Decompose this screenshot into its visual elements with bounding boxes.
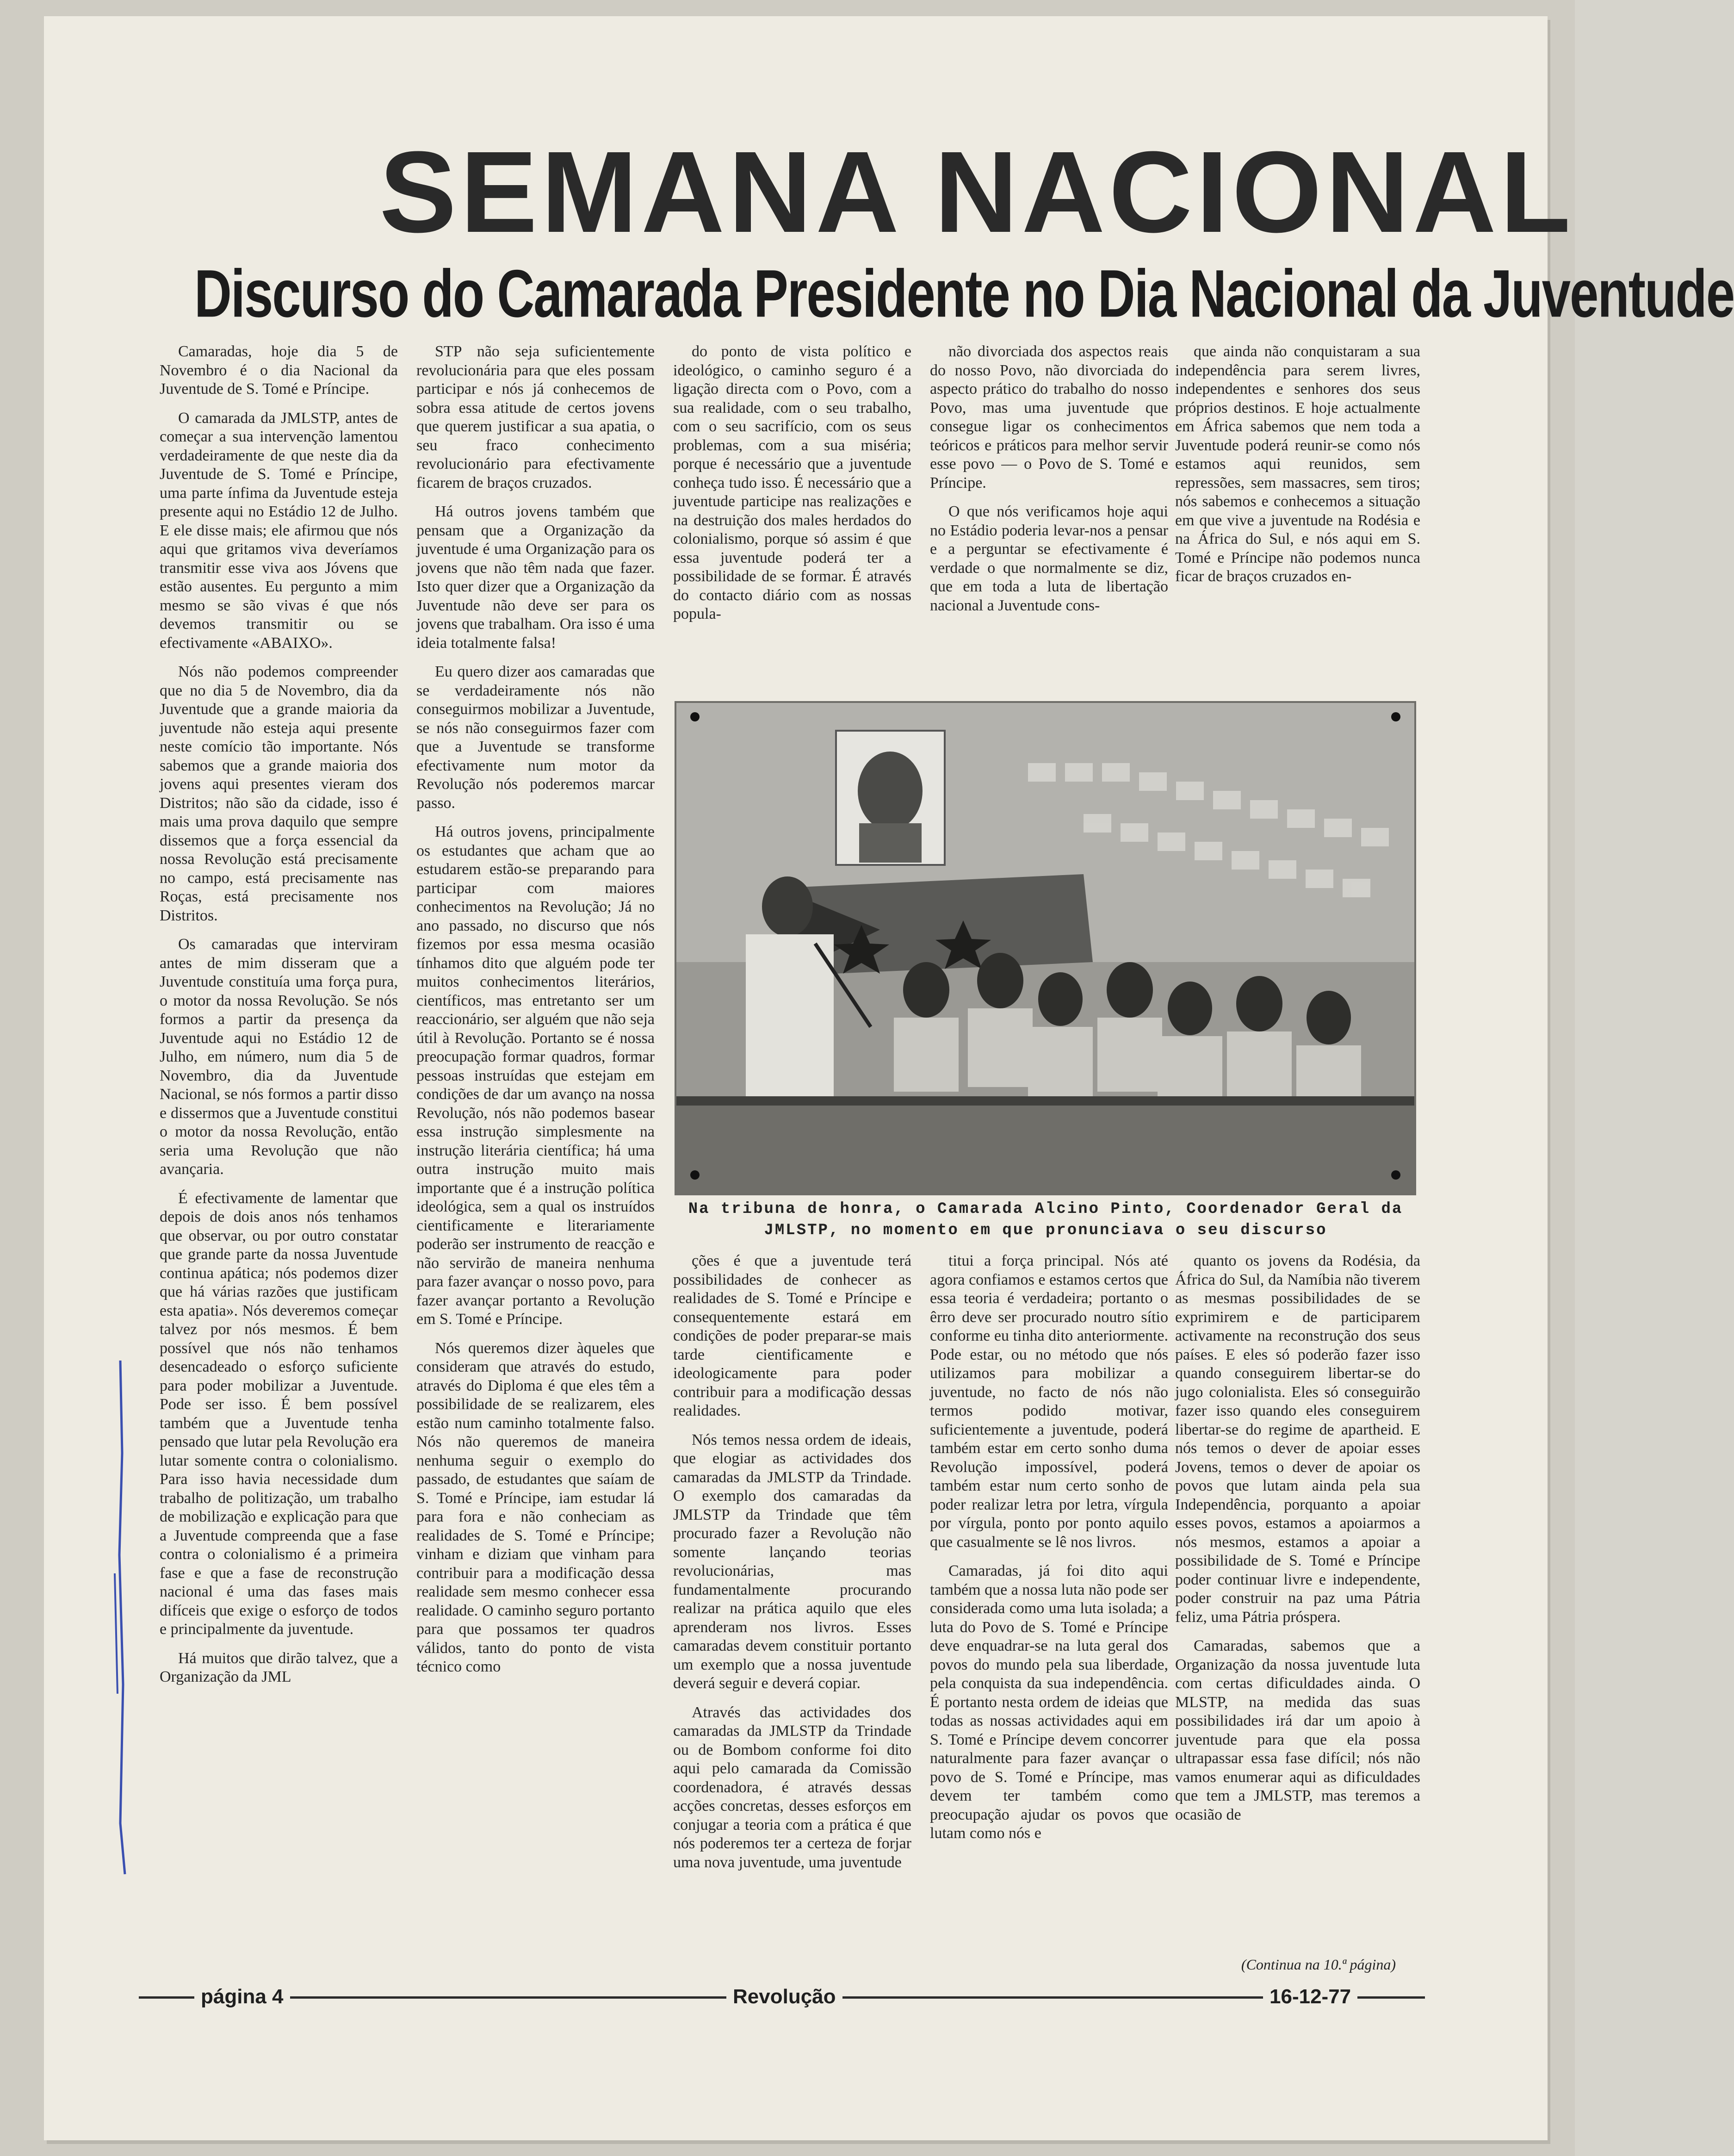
column-4-top [930,342,1168,685]
article-paragraph: Nós queremos dizer àqueles que consideram que através do estudo, através do Diploma é que eles têm a possibilidade de se realizarem, eles estão num caminho totalmente falso. Nós não queremos de maneira nenhuma seguir o exemplo do passado, de estudantes que saíam de S. Tomé e Príncipe, iam estudar lá para fora e não conheciam as realidades de S. Tomé e Príncipe; vinham e diziam que vinham para contribuir para a modificação dessa realidade sem mesmo conhecer essa realidade. O caminho seguro portanto para que possamos ter quadros válidos, tanto do ponto de vista técnico como [416,1339,655,1675]
headline: SEMANA NACIONAL [379,127,1574,256]
article-paragraph: ções é que a juventude terá possibilidades de conhecer as realidades de S. Tomé e Príncipe e consequentemente estará em condições de poder preparar-se mais tarde cientificamente e ideologicamente para poder contribuir para a modificação dessas realidades. [673,1252,911,1419]
column-5-top [1175,342,1420,685]
article-paragraph: Camaradas, sabemos que a Organização da nossa juventude luta com certas dificuldades ainda. O MLSTP, na medida das suas possibilidades irá dar um apoio à juventude para que ela possa ultrapassar essa fase difícil; nós não vamos enumerar aqui as dificuldades que tem a JMLSTP, mas teremos a ocasião de [1175,1637,1420,1823]
column-5-bottom [1175,1252,1420,1946]
page-footer [139,1981,1425,2013]
article-paragraph: Nós temos nessa ordem de ideais, que elogiar as actividades dos camaradas da JMLSTP da Trindade. O exemplo dos camaradas da JMLSTP da Trindade que têm procurado fazer a Revolução não somente lançando teorias revolucionárias, mas fundamentalmente procurando realizar na prática aquilo que eles aprenderam nos livros. Esses camaradas devem constituir portanto um exemplo que a nossa juventude deverá seguir e deverá copiar. [673,1431,911,1692]
article-paragraph: O camarada da JMLSTP, antes de começar a sua intervenção lamentou verdadeiramente de que neste dia da Juventude de S. Tomé e Príncipe, uma parte ínfima da Juventude esteja presente aqui no Estádio 12 de Julho. E ele disse mais; ele afirmou que nós aqui que gritamos viva deveríamos transmitir esse viva aos Jóvens que estão ausentes. Eu pergunto a mim mesmo se são vivas é que nós devemos transmitir ou se efectivamente «ABAIXO». [160,409,398,652]
article-paragraph: não divorciada dos aspectos reais do nosso Povo, não divorciada do aspecto prático do trabalho do nosso Povo, mas uma juventude que consegue ligar os conhecimentos teóricos e práticos para melhor servir esse povo — o Povo de S. Tomé e Príncipe. [930,343,1168,491]
column-3-top [673,342,911,685]
article-paragraph: O que nós verificamos hoje aqui no Estádio poderia levar-nos a pensar e a perguntar se efectivamente é verdade o que normalmente se diz, que em toda a luta de libertação nacional a Juventude cons- [930,503,1168,614]
article-paragraph: Há outros jovens, principalmente os estudantes que acham que ao estudarem estão-se preparando para participar com maiores conhecimentos na Revolução; Já no ano passado, no discurso que nós fizemos por essa mesma ocasião tínhamos dito que alguém pode ter muitos conhecimentos literários, científicos, mas entretanto ser um reaccionário, ser alguém que não seja útil à Revolução. Portanto se é nossa preocupação formar quadros, formar pessoas instruídas que estejam em condições de dar um avanço na nossa Revolução, nós não podemos basear essa instrução simplesmente na instrução literária científica; há uma outra instrução muito mais importante que é a instrução política ideológica, sem a qual os instruídos cientificamente e literariamente poderão ser instrumento de reacção e não servirão de maneira nenhuma para fazer avançar o nosso povo, para fazer avançar portanto a Revolução em S. Tomé e Príncipe. [416,823,655,1328]
footer-publication: Revolução [726,1981,842,2013]
article-paragraph: do ponto de vista político e ideológico, o caminho seguro é a ligação directa com o Povo, com a sua realidade, com o seu trabalho, com o seu sacrifício, com os seus problemas, com a sua miséria; porque é necessário que a juventude conheça tudo isso. É necessário que a juventude participe nas realizações e na destruição dos males herdados do colonialismo, porque só assim é que essa juventude poderá ter a possibilidade de se formar. É através do contacto diário com as nossas popula- [673,343,911,622]
article-paragraph: Através das actividades dos camaradas da JMLSTP da Trindade ou de Bombom conforme foi dito aqui pelo camarada da Comissão coordenadora, é através dessas acções concretas, desses esforços em conjugar a teoria com a prática é que nós poderemos ter a certeza de forjar uma nova juventude, uma juventude [673,1703,911,1871]
tribune-photo [675,701,1416,1195]
column-4-bottom [930,1252,1168,1974]
photo-caption: Na tribuna de honra, o Camarada Alcino Pinto, Coordenador Geral da JMLSTP, no momento em que pronunciava o seu discurso [688,1200,1403,1239]
continuation-note: (Continua na 10.ª página) [1241,1956,1396,1973]
article-paragraph: quanto os jovens da Rodésia, da África do Sul, da Namíbia não tiverem as mesmas possibilidades de se exprimirem e de participarem activamente na reconstrução dos seus países. E eles só poderão fazer isso quando conseguirem libertar-se do jugo colonialista. Eles só conseguirão fazer isso quando eles conseguirem libertar-se do regime de apartheid. E nós temos o dever de apoiar esses Jovens, temos o dever de apoiar os povos que lutam ainda pela sua Independência, porquanto a apoiar esses povos, estamos a apoiarmos a nós mesmos, estamos a apoiar a possibilidade de S. Tomé e Príncipe poder continuar livre e independente, poder construir na paz uma Pátria feliz, uma Pátria próspera. [1175,1252,1420,1626]
footer-date: 16-12-77 [1263,1981,1357,2013]
article-paragraph: Há outros jovens também que pensam que a Organização da juventude é uma Organização para os jovens que não têm nada que fazer. Isto quer dizer que a Organização da Juventude não deve ser para os jovens que trabalham. Ora isso é uma ideia totalmente falsa! [416,503,655,652]
article-paragraph: É efectivamente de lamentar que depois de dois anos nós tenhamos que observar, ou por outro constatar que grande parte da nossa Juventude continua apática; nós podemos dizer que há várias razões que justificam esta apatia». Nós deveremos começar talvez por nós mesmos. É bem possível que nós não tenhamos desencadeado o esforço suficiente para poder mobilizar a Juventude. Pode ser isso. É bem possível também que a Juventude tenha pensado que lutar pela Revolução era lutar somente contra o colonialismo. Para isso havia necessidade dum trabalho de politização, um trabalho de mobilização e explicação para que a Juventude compreenda que a fase contra o colonialismo é a primeira fase e que a fase de reconstrução nacional é uma das fases mais difíceis que exige o esforço de todos e principalmente da juventude. [160,1189,398,1638]
pen-mark [106,1361,134,1879]
photo-illustration [676,703,1414,1193]
footer-page-number: página 4 [194,1981,290,2013]
article-paragraph: STP não seja suficientemente revolucionária para que eles possam participar e nós já conhecemos de sobra essa atitude de certos jovens que querem justificar a sua apatia, o seu fraco conhecimento revolucionário para efectivamente ficarem de braços cruzados. [416,343,655,491]
article-paragraph: Nós não podemos compreender que no dia 5 de Novembro, dia da Juventude que a grande maioria da juventude não esteja aqui presente neste comício tão importante. Nós sabemos que a grande maioria dos jovens aqui presentes vieram dos Distritos; não são da cidade, isso é mais uma prova daquilo que sempre dissemos que a força essencial da nossa Revolução está precisamente no campo, está precisamente nas Roças, está precisamente nos Distritos. [160,663,398,924]
column-1 [160,342,398,1971]
article-paragraph: Camaradas, hoje dia 5 de Novembro é o dia Nacional da Juventude de S. Tomé e Príncipe. [160,343,398,398]
article-paragraph: Camaradas, já foi dito aqui também que a nossa luta não pode ser considerada como uma luta isolada; a luta do Povo de S. Tomé e Príncipe deve enquadrar-se na luta geral dos povos do mundo pela sua liberdade, pela conquista da sua independência. É portanto nesta ordem de ideias que todas as nossas actividades aqui em S. Tomé e Príncipe devem concorrer naturalmente para fazer avançar o povo de S. Tomé e Príncipe, mas devem ter também como preocupação ajudar os povos que lutam como nós e [930,1562,1168,1842]
article-paragraph: Eu quero dizer aos camaradas que se verdadeiramente nós não conseguirmos mobilizar a Juventude, se nós não conseguirmos fazer com que a Juventude se transforme efectivamente num motor da Revolução nós poderemos marcar passo. [416,663,655,812]
article-paragraph: que ainda não conquistaram a sua independência para serem livres, independentes e senhores dos seus próprios destinos. E hoje actualmente em África sabemos que nem toda a Juventude poderá reunir-se como nós estamos aqui reunidos, sem repressões, sem massacres, sem tiros; nós sabemos e conhecemos a situação em que vive a juventude na Rodésia e na África do Sul, e nós aqui em S. Tomé e Príncipe não podemos nunca ficar de braços cruzados en- [1175,343,1420,585]
column-3-bottom [673,1252,911,1974]
subheadline: Discurso do Camarada Presidente no Dia Nacional da Juventude [194,256,1734,331]
article-paragraph: Há muitos que dirão talvez, que a Organização da JML [160,1649,398,1685]
article-paragraph: titui a força principal. Nós até agora confiamos e estamos certos que essa teoria é verdadeira; portanto o êrro deve ser procurado noutro sítio conforme eu tinha dito anteriormente. Pode estar, ou no método que nós utilizamos para mobilizar a juventude, no facto de nós não termos podido motivar, suficientemente a juventude, poderá também estar em certo sonho duma Revolução impossível, poderá também estar num certo sonho de poder realizar letra por letra, vírgula por vírgula, ponto por ponto aquilo que casualmente se lê nos livros. [930,1252,1168,1551]
column-2 [416,342,655,1971]
article-paragraph: Os camaradas que interviram antes de mim disseram que a Juventude constituía uma força pura, o motor da nossa Revolução. Se nós formos a partir da presença da Juventude aqui no Estádio 12 de Julho, em número, num dia 5 de Novembro, dia da Juventude Nacional, se nós formos a partir disso e dissermos que a Juventude constitui o motor da nossa Revolução, então seria uma Revolução que não avançaria. [160,936,398,1178]
